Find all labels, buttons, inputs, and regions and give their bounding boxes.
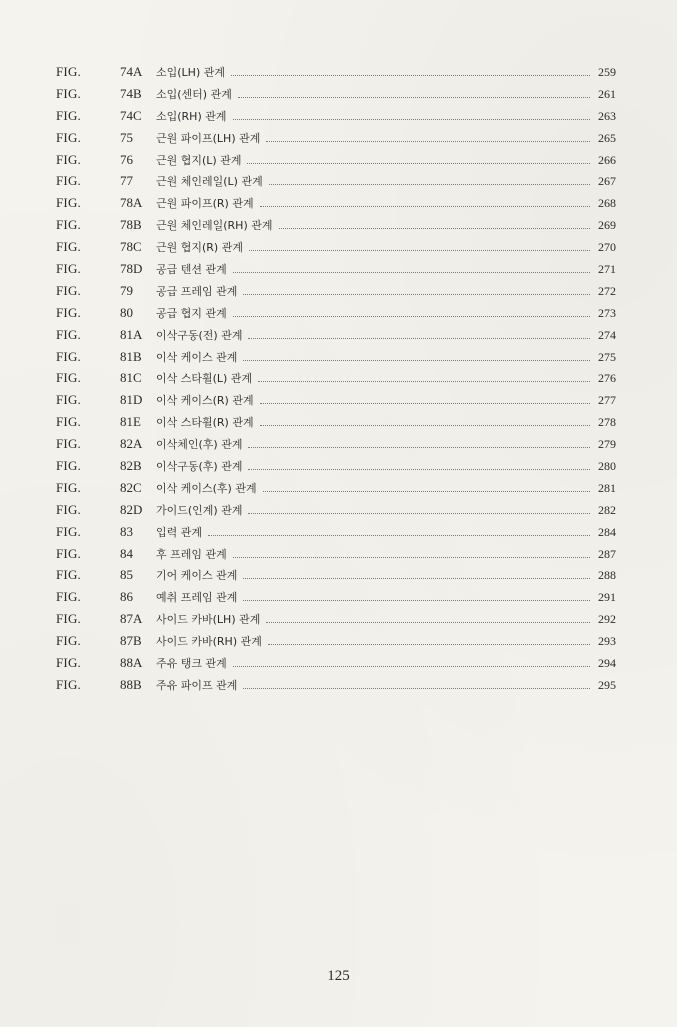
dot-leader [233, 665, 590, 667]
dot-leader [243, 359, 590, 361]
entry-title: 이삭체인(후) 관계 [156, 438, 243, 452]
toc-entry [56, 502, 616, 524]
figure-code: 85 [120, 567, 133, 583]
dot-leader [260, 424, 590, 426]
entry-title: 근원 파이프(LH) 관계 [156, 131, 261, 145]
figure-code: 83 [120, 523, 133, 539]
entry-title: 이삭구동(후) 관계 [156, 460, 243, 474]
entry-page-number: 273 [598, 305, 616, 320]
dot-leader [233, 556, 590, 558]
entry-page-number: 272 [598, 283, 616, 298]
entry-page-number: 277 [598, 393, 616, 408]
entry-page-number: 263 [598, 108, 616, 123]
dot-leader [249, 249, 590, 251]
toc-entry [56, 546, 616, 568]
entry-page-number: 279 [598, 437, 616, 452]
entry-page-number: 292 [598, 612, 616, 627]
dot-leader [268, 643, 590, 645]
dot-leader [233, 118, 591, 120]
figure-code: 87B [120, 633, 142, 649]
figure-code: 86 [120, 589, 133, 605]
toc-entry [56, 173, 616, 195]
dot-leader [233, 315, 590, 317]
toc-entry [56, 589, 616, 611]
entry-title: 예취 프레임 관계 [156, 591, 238, 605]
entry-title: 이삭 스타휠(L) 관계 [156, 372, 253, 386]
dot-leader [238, 96, 590, 98]
fig-prefix: FIG. [56, 392, 81, 408]
toc-entry [56, 458, 616, 480]
figure-code: 81B [120, 348, 142, 364]
entry-page-number: 284 [598, 524, 616, 539]
toc-entry [56, 86, 616, 108]
toc-entry [56, 524, 616, 546]
dot-leader [248, 512, 590, 514]
dot-leader [269, 183, 590, 185]
figure-code: 88B [120, 676, 142, 692]
dot-leader [260, 402, 590, 404]
fig-prefix: FIG. [56, 633, 81, 649]
toc-entry [56, 152, 616, 174]
figure-code: 88A [120, 655, 143, 671]
fig-prefix: FIG. [56, 414, 81, 430]
entry-title: 근원 협지(L) 관계 [156, 153, 242, 167]
toc-entry [56, 195, 616, 217]
figure-code: 81C [120, 370, 142, 386]
entry-page-number: 266 [598, 152, 616, 167]
figure-code: 80 [120, 304, 133, 320]
figure-code: 82D [120, 501, 143, 517]
dot-leader [208, 534, 590, 536]
dot-leader [233, 271, 590, 273]
dot-leader [243, 687, 590, 689]
entry-page-number: 271 [598, 262, 616, 277]
table-of-contents [56, 64, 616, 699]
toc-entry [56, 677, 616, 699]
dot-leader [263, 490, 590, 492]
toc-entry [56, 305, 616, 327]
entry-page-number: 259 [598, 65, 616, 79]
entry-page-number: 267 [598, 174, 616, 189]
figure-code: 87A [120, 611, 143, 627]
figure-code: 81E [120, 414, 141, 430]
fig-prefix: FIG. [56, 589, 81, 605]
entry-page-number: 280 [598, 459, 616, 474]
toc-entry [56, 64, 616, 86]
page-number: 125 [327, 968, 350, 984]
entry-page-number: 295 [598, 677, 616, 692]
entry-title: 주유 탱크 관계 [156, 657, 227, 671]
fig-prefix: FIG. [56, 501, 81, 517]
entry-title: 입력 관계 [156, 525, 203, 539]
fig-prefix: FIG. [56, 107, 81, 123]
fig-prefix: FIG. [56, 458, 81, 474]
figure-code: 84 [120, 545, 133, 561]
fig-prefix: FIG. [56, 676, 81, 692]
entry-title: 공급 협지 관계 [156, 306, 227, 320]
entry-page-number: 282 [598, 502, 616, 517]
dot-leader [248, 468, 590, 470]
fig-prefix: FIG. [56, 545, 81, 561]
fig-prefix: FIG. [56, 195, 81, 211]
fig-prefix: FIG. [56, 239, 81, 255]
figure-code: 78B [120, 217, 142, 233]
entry-title: 이삭 케이스(R) 관계 [156, 394, 254, 408]
fig-prefix: FIG. [56, 129, 81, 145]
dot-leader [266, 140, 590, 142]
fig-prefix: FIG. [56, 85, 81, 101]
fig-prefix: FIG. [56, 611, 81, 627]
dot-leader [260, 205, 590, 207]
toc-entry [56, 611, 616, 633]
entry-page-number: 276 [598, 371, 616, 386]
fig-prefix: FIG. [56, 655, 81, 671]
toc-entry [56, 239, 616, 261]
entry-page-number: 265 [598, 130, 616, 145]
toc-entry [56, 327, 616, 349]
toc-entry [56, 436, 616, 458]
entry-page-number: 288 [598, 568, 616, 583]
figure-code: 79 [120, 282, 133, 298]
fig-prefix: FIG. [56, 282, 81, 298]
entry-title: 가이드(인계) 관계 [156, 503, 243, 517]
entry-page-number: 274 [598, 327, 616, 342]
toc-entry [56, 567, 616, 589]
figure-code: 82C [120, 479, 142, 495]
entry-page-number: 269 [598, 218, 616, 233]
entry-title: 후 프레임 관계 [156, 547, 227, 561]
entry-page-number: 291 [598, 590, 616, 605]
fig-prefix: FIG. [56, 436, 81, 452]
fig-prefix: FIG. [56, 64, 81, 79]
toc-entry [56, 633, 616, 655]
toc-entry [56, 130, 616, 152]
dot-leader [258, 380, 590, 382]
toc-entry [56, 261, 616, 283]
fig-prefix: FIG. [56, 173, 81, 189]
entry-page-number: 293 [598, 634, 616, 649]
figure-code: 82A [120, 436, 143, 452]
figure-code: 74A [120, 64, 143, 79]
entry-title: 소입(RH) 관계 [156, 109, 227, 123]
figure-code: 81A [120, 326, 143, 342]
entry-title: 소입(센터) 관계 [156, 87, 232, 101]
figure-code: 77 [120, 173, 133, 189]
entry-title: 공급 텐션 관계 [156, 263, 227, 277]
toc-entry [56, 370, 616, 392]
fig-prefix: FIG. [56, 261, 81, 277]
figure-code: 78A [120, 195, 143, 211]
dot-leader [243, 577, 590, 579]
fig-prefix: FIG. [56, 370, 81, 386]
toc-entry [56, 349, 616, 371]
fig-prefix: FIG. [56, 479, 81, 495]
entry-title: 공급 프레임 관계 [156, 284, 238, 298]
entry-page-number: 275 [598, 349, 616, 364]
fig-prefix: FIG. [56, 523, 81, 539]
entry-title: 주유 파이프 관계 [156, 678, 238, 692]
figure-code: 76 [120, 151, 133, 167]
toc-entry [56, 655, 616, 677]
figure-code: 75 [120, 129, 133, 145]
toc-entry [56, 480, 616, 502]
toc-entry [56, 283, 616, 305]
figure-code: 78C [120, 239, 142, 255]
entry-title: 근원 체인레일(RH) 관계 [156, 219, 273, 233]
dot-leader [248, 337, 590, 339]
entry-title: 이삭 스타휠(R) 관계 [156, 416, 254, 430]
fig-prefix: FIG. [56, 348, 81, 364]
dot-leader [279, 227, 591, 229]
fig-prefix: FIG. [56, 151, 81, 167]
fig-prefix: FIG. [56, 217, 81, 233]
toc-entry [56, 414, 616, 436]
dot-leader [243, 293, 590, 295]
entry-page-number: 294 [598, 656, 616, 671]
entry-title: 이삭 케이스(후) 관계 [156, 481, 257, 495]
entry-title: 사이드 카바(LH) 관계 [156, 613, 261, 627]
entry-page-number: 287 [598, 546, 616, 561]
figure-code: 81D [120, 392, 143, 408]
dot-leader [243, 599, 590, 601]
figure-code: 74C [120, 107, 142, 123]
figure-code: 78D [120, 261, 143, 277]
fig-prefix: FIG. [56, 326, 81, 342]
entry-page-number: 268 [598, 196, 616, 211]
entry-title: 기어 케이스 관계 [156, 569, 238, 583]
dot-leader [248, 446, 590, 448]
entry-title: 소입(LH) 관계 [156, 66, 225, 79]
figure-code: 82B [120, 458, 142, 474]
entry-page-number: 270 [598, 240, 616, 255]
dot-leader [247, 162, 590, 164]
dot-leader [231, 74, 590, 76]
fig-prefix: FIG. [56, 304, 81, 320]
entry-title: 근원 체인레일(L) 관계 [156, 175, 263, 189]
entry-title: 이삭구동(전) 관계 [156, 328, 243, 342]
toc-entry [56, 108, 616, 130]
dot-leader [266, 621, 590, 623]
entry-title: 근원 파이프(R) 관계 [156, 197, 254, 211]
entry-title: 근원 협지(R) 관계 [156, 241, 243, 255]
entry-page-number: 278 [598, 415, 616, 430]
toc-entry [56, 392, 616, 414]
toc-entry [56, 217, 616, 239]
figure-code: 74B [120, 85, 142, 101]
fig-prefix: FIG. [56, 567, 81, 583]
entry-page-number: 261 [598, 86, 616, 101]
entry-page-number: 281 [598, 480, 616, 495]
entry-title: 사이드 카바(RH) 관계 [156, 635, 262, 649]
entry-title: 이삭 케이스 관계 [156, 350, 238, 364]
